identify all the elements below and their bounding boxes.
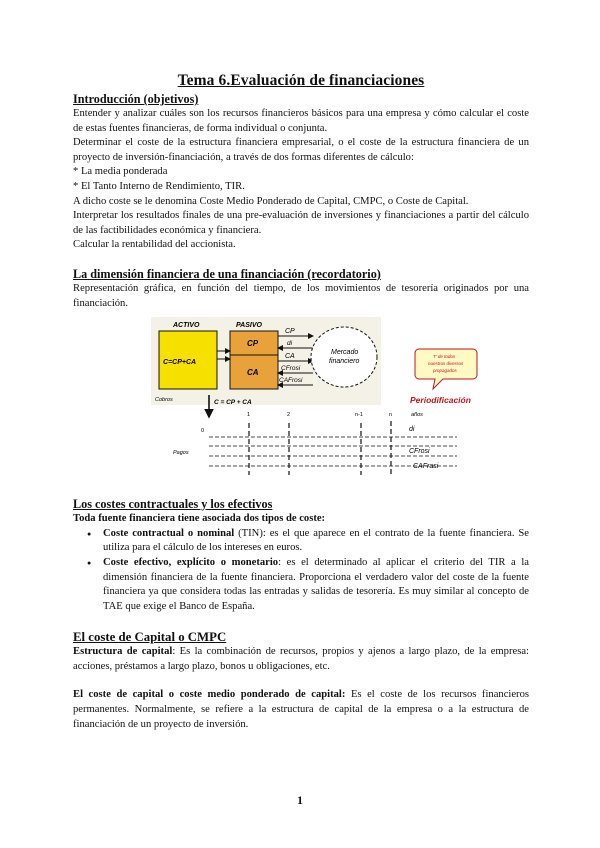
costes-list — [73, 527, 529, 615]
intro-paragraph: Entender y analizar cuáles son los recursos financieros básicos para una empresa y cómo calcular el coste de estas fuentes financieras, de forma individual o conjunta. — [73, 108, 529, 134]
flow-cafros-label: CAFrosi — [279, 377, 303, 385]
cmpc-estructura-bold: Estructura de capital — [73, 646, 173, 658]
bubble-text-3: propagados — [433, 368, 457, 374]
cmpc-coste-text: Es el coste de los recursos financieros permanentes. Normalmente, se refiere a la estructura de capital de la empresa o a la estructura de financiación de un proyecto de inversión. — [73, 689, 529, 730]
financing-diagram-svg — [73, 313, 529, 483]
flow-di-label: di — [287, 340, 293, 348]
years-label: años — [411, 412, 423, 419]
flow-ca-label: CA — [285, 353, 295, 361]
activo-label: ACTIVO — [173, 322, 200, 330]
document-page — [73, 72, 529, 732]
ca-label: CA — [247, 368, 259, 378]
cmpc-estructura-text: : Es la combinación de recursos, propios y ajenos a largo plazo, de la empresa: acciones, préstamos a largo plazo, bonos u obligaciones, etc. — [73, 646, 529, 672]
flow-cp-label: CP — [285, 328, 295, 336]
cmpc-paragraph — [73, 645, 529, 674]
costes-lead: Toda fuente financiera tiene asociada dos tipos de coste: — [73, 513, 326, 525]
intro-heading: Introducción (objetivos) — [73, 92, 199, 106]
c-equation: C=CP+CA — [163, 359, 197, 367]
cp-label: CP — [247, 339, 259, 349]
pagos-label: Pagos — [173, 450, 189, 457]
bullet-text: : es el determinado al aplicar el criterio del TIR a la dimensión financiera de la fuente financiera. Proporciona el verdadero valor del coste de la fuente financiera ya que considera todas las entradas y salidas de tesorería. Es muy similar al concepto de TAE que exige el Banco de España. — [103, 556, 529, 612]
tn1-label: n-1 — [355, 412, 363, 419]
tn-label: n — [389, 412, 393, 419]
bullet-bold: Coste efectivo, explícito o monetario — [103, 556, 279, 568]
cmpc-coste-bold: El coste de capital o coste medio ponderado de capital: — [73, 689, 346, 701]
intro-paragraph: Calcular la rentabilidad del accionista. — [73, 239, 236, 251]
cmpc-heading: El coste de Capital o CMPC — [73, 630, 227, 645]
list-item — [103, 556, 529, 614]
t1-label: 1 — [247, 412, 251, 419]
dimension-heading: La dimensión financiera de una financiación (recordatorio) — [73, 266, 381, 281]
costes-heading: Los costes contractuales y los efectivos — [73, 497, 273, 512]
eq2-label: C = CP + CA — [214, 399, 252, 407]
list-item — [103, 527, 529, 556]
mercado-ellipse — [311, 327, 377, 387]
periodificacion-label: Periodificación — [410, 395, 471, 406]
mercado-label-1: Mercado — [331, 349, 359, 357]
financing-diagram — [73, 313, 529, 483]
dimension-paragraph: Representación gráfica, en función del tiempo, de los movimientos de tesorería originados por una financiación. — [73, 282, 529, 309]
flow-cfros-label: CFrosi — [281, 365, 301, 373]
cmpc-paragraph — [73, 688, 529, 732]
intro-paragraph: Interpretar los resultados finales de una pre-evaluación de inversiones y financiaciones a partir del cálculo de las factibilidades económica y financiera. — [73, 210, 529, 236]
cobros-label: Cobros — [155, 397, 173, 404]
timeline-cfros-label: CFrosi — [409, 448, 430, 456]
page-title: Tema 6.Evaluación de financiaciones — [177, 72, 425, 89]
bullet-bold: Coste contractual o nominal — [103, 527, 235, 539]
intro-paragraph: * La media ponderada — [73, 166, 168, 178]
intro-paragraph: Determinar el coste de la estructura financiera empresarial, o el coste de la estructura financiera de un proyecto de inversión-financiación, a través de dos formas diferentes de cálculo: — [73, 137, 529, 163]
t0-label: 0 — [201, 428, 205, 435]
pasivo-label: PASIVO — [236, 322, 262, 330]
intro-paragraph: * El Tanto Interno de Rendimiento, TIR. — [73, 180, 245, 192]
t2-label: 2 — [287, 412, 291, 419]
bullet-text: (TIN): es el que aparece en el contrato de la fuente financiera. Se utiliza para el cálculo de los intereses en euros. — [103, 527, 529, 554]
intro-paragraph: A dicho coste se le denomina Coste Medio Ponderado de Capital, CMPC, o Coste de Capital. — [73, 195, 469, 207]
bubble-text-1: T' de todos — [433, 354, 456, 360]
timeline-cafras-label: CAFrasi — [413, 463, 439, 471]
mercado-label-2: financiero — [329, 358, 360, 366]
page-number: 1 — [297, 793, 303, 807]
timeline-di-label: di — [409, 426, 415, 434]
bubble-text-2: nuestros diversos — [428, 361, 464, 367]
